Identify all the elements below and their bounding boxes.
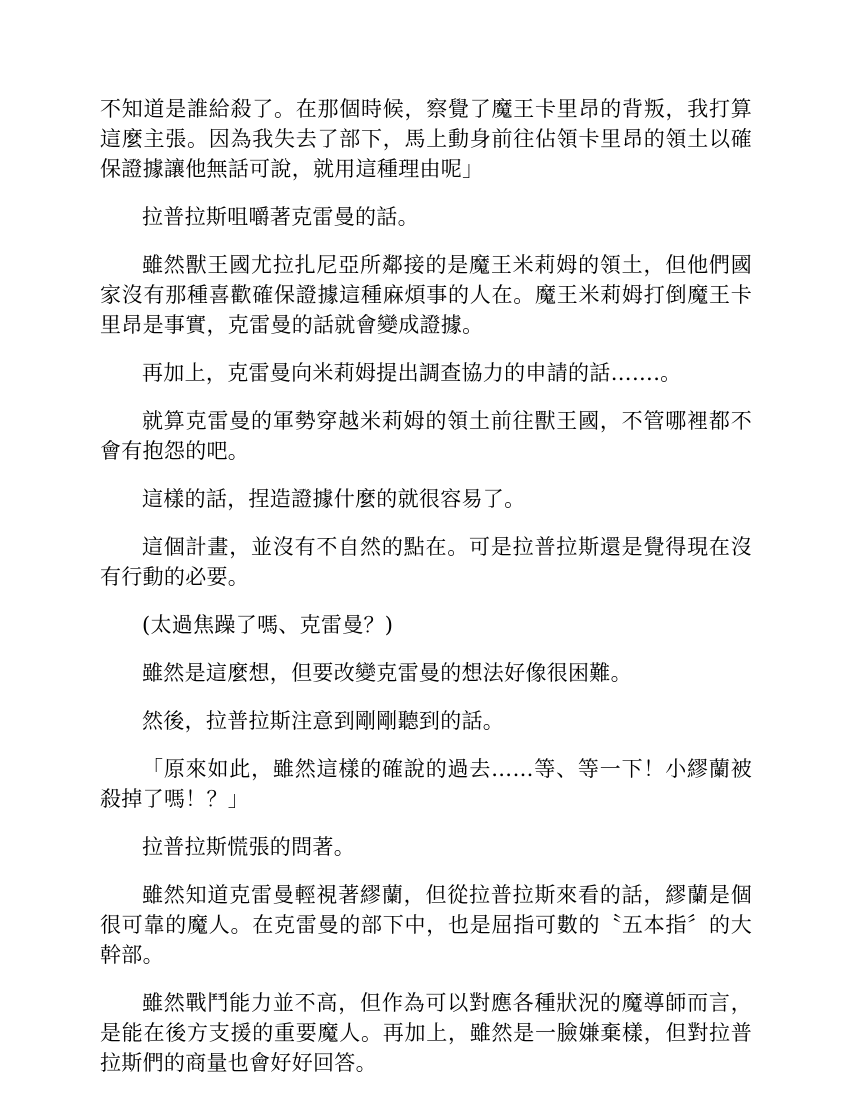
paragraph: 再加上，克雷曼向米莉姆提出調查協力的申請的話…….。 xyxy=(142,361,682,385)
paragraph: 雖然是這麼想，但要改變克雷曼的想法好像很困難。 xyxy=(142,661,632,685)
paragraph: 拉普拉斯慌張的問著。 xyxy=(142,835,355,859)
document-page xyxy=(100,94,752,1096)
paragraph: 不知道是誰給殺了。在那個時候，察覺了魔王卡里昂的背叛，我打算這麼主張。因為我失去了部下，馬上動身前往佔領卡里昂的領土以確保證據讓他無話可說，就用這種理由呢」 xyxy=(100,97,752,181)
paragraph: 拉普拉斯咀嚼著克雷曼的話。 xyxy=(142,205,419,229)
paragraph: 然後，拉普拉斯注意到剛剛聽到的話。 xyxy=(142,709,505,733)
paragraph: 「原來如此，雖然這樣的確說的過去……等、等一下！小繆蘭被殺掉了嗎！？」 xyxy=(100,757,752,811)
paragraph: 這個計畫，並沒有不自然的點在。可是拉普拉斯還是覺得現在沒有行動的必要。 xyxy=(100,535,752,589)
paragraph: 這樣的話，捏造證據什麼的就很容易了。 xyxy=(142,487,526,511)
paragraph: 雖然戰鬥能力並不高，但作為可以對應各種狀況的魔導師而言，是能在後方支援的重要魔人。再加上，雖然是一臉嫌棄樣，但對拉普拉斯們的商量也會好好回答。 xyxy=(100,991,752,1075)
paragraph: (太過焦躁了嗎、克雷曼？) xyxy=(142,613,394,637)
paragraph: 就算克雷曼的軍勢穿越米莉姆的領土前往獸王國，不管哪裡都不會有抱怨的吧。 xyxy=(100,409,752,463)
paragraph: 雖然獸王國尤拉扎尼亞所鄰接的是魔王米莉姆的領土，但他們國家沒有那種喜歡確保證據這種麻煩事的人在。魔王米莉姆打倒魔王卡里昂是事實，克雷曼的話就會變成證據。 xyxy=(100,253,752,337)
paragraph: 雖然知道克雷曼輕視著繆蘭，但從拉普拉斯來看的話，繆蘭是個很可靠的魔人。在克雷曼的部下中，也是屈指可數的〝五本指〞的大幹部。 xyxy=(100,883,752,967)
